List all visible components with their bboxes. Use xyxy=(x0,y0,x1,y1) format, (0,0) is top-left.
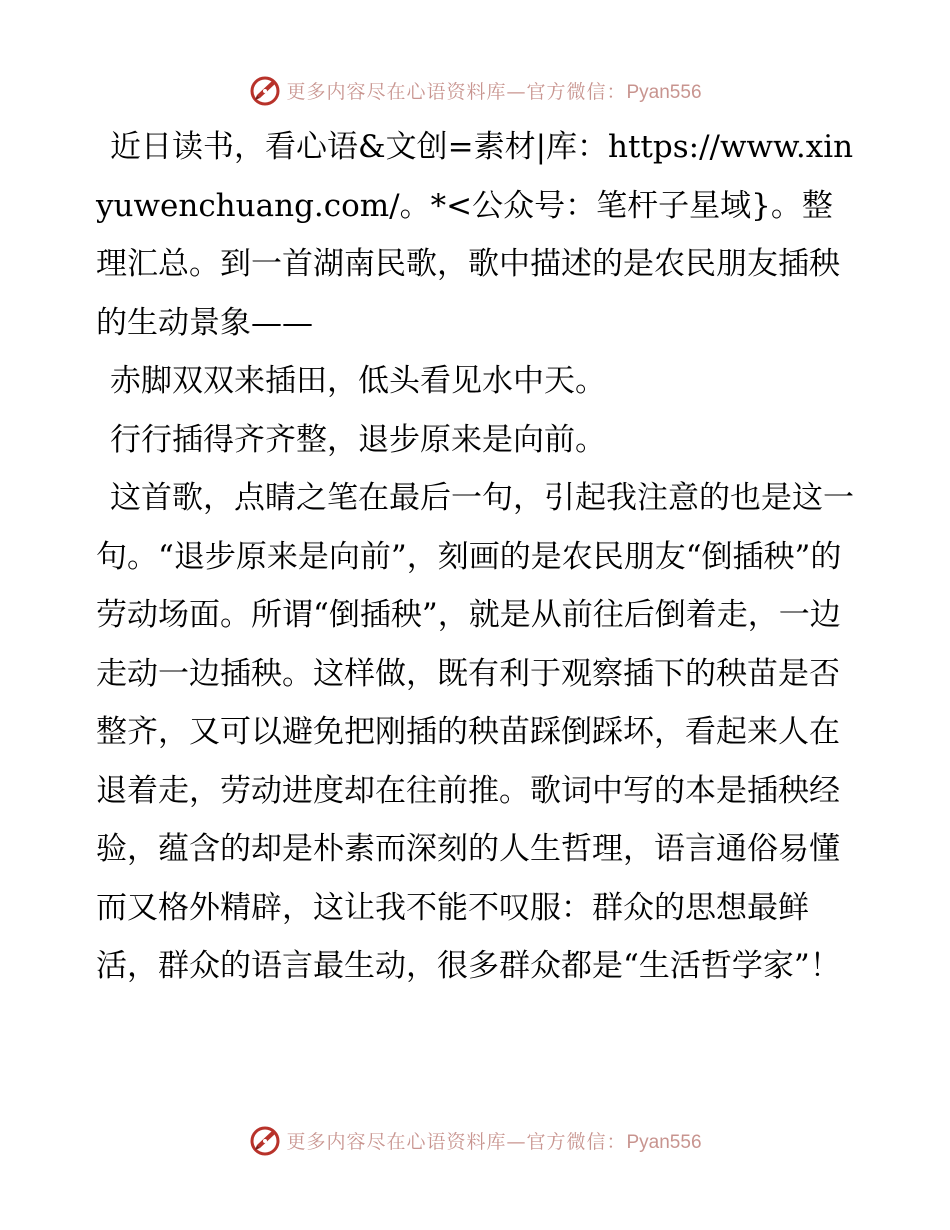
paragraph-song-line-2: 行行插得齐齐整，退步原来是向前。 xyxy=(110,421,606,458)
header-banner-text: 更多内容尽在心语资料库—官方微信： xyxy=(286,80,627,103)
header-banner xyxy=(0,70,950,110)
paragraph-commentary: 这首歌，点睛之笔在最后一句，引起我注意的也是这一句。“退步原来是向前”，刻画的是农民朋友“倒插秧”的劳动场面。所谓“倒插秧”，就是从前往后倒着走，一边走动一边插秧。这样做，既有利于观察插下的秧苗是否整齐，又可以避免把刚插的秧苗踩倒踩坏，看起来人在退着走，劳动进度却在往前推。歌词中写的本是插秧经验，蕴含的却是朴素而深刻的人生哲理，语言通俗易懂而又格外精辟，这让我不能不叹服：群众的思想最鲜活，群众的语言最生动，很多群众都是“生活哲学家”！ xyxy=(96,480,854,984)
paragraph-song-line-1: 赤脚双双来插田，低头看见水中天。 xyxy=(110,363,606,399)
pen-nib-circle-logo-icon xyxy=(248,73,282,107)
footer-banner-text: 更多内容尽在心语资料库—官方微信： xyxy=(286,1130,627,1153)
footer-banner xyxy=(0,1120,950,1160)
pen-nib-circle-logo-icon xyxy=(248,1123,282,1157)
paragraph-intro: 近日读书，看心语&文创=素材|库：https://www.xinyuwenchuang.com/。*<公众号：笔杆子星域}。整理汇总。到一首湖南民歌，歌中描述的是农民朋友插秧的生动景象—— xyxy=(96,129,854,341)
body-text xyxy=(96,118,856,996)
footer-banner-wechat: Pyan556 xyxy=(626,1131,702,1153)
header-banner-wechat: Pyan556 xyxy=(626,81,702,103)
